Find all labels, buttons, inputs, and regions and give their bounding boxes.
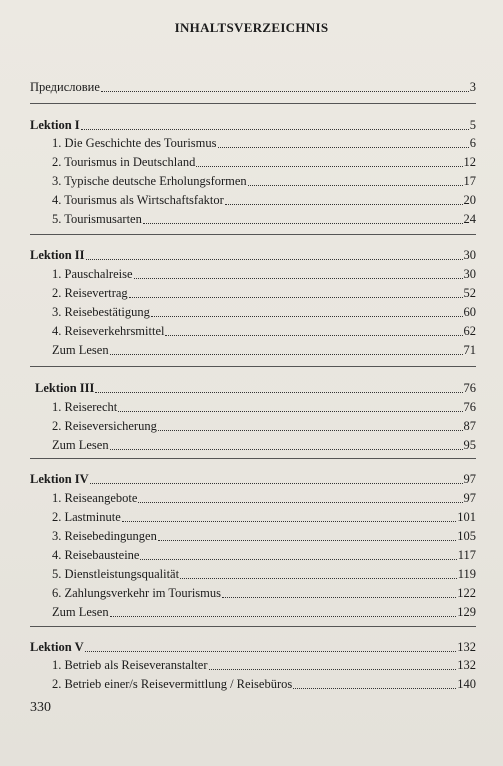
toc-entry-label: Zum Lesen bbox=[52, 438, 109, 452]
toc-entry-page: 62 bbox=[463, 324, 476, 338]
toc-entry bbox=[52, 677, 476, 692]
toc-entry bbox=[52, 438, 476, 453]
toc-entry-label: 2. Lastminute bbox=[52, 510, 121, 524]
toc-entry-page: 52 bbox=[463, 286, 476, 300]
toc-entry bbox=[52, 212, 476, 227]
toc-entry-label: 3. Reisebestätigung bbox=[52, 305, 150, 319]
toc-entry-page: 24 bbox=[463, 212, 476, 226]
lesson-page: 97 bbox=[463, 472, 476, 486]
toc-entry-label: 3. Reisebedingungen bbox=[52, 529, 157, 543]
lesson-page: 132 bbox=[457, 640, 476, 654]
toc-entry-label: 1. Pauschalreise bbox=[52, 267, 133, 281]
dot-leader bbox=[158, 530, 456, 541]
toc-entry-label: Zum Lesen bbox=[52, 605, 109, 619]
toc-entry-label: 4. Reisebausteine bbox=[52, 548, 140, 562]
toc-entry-preface bbox=[30, 80, 476, 95]
dot-leader bbox=[134, 268, 463, 279]
toc-entry-page: 119 bbox=[457, 567, 476, 581]
toc-lesson-heading bbox=[35, 381, 476, 396]
dot-leader bbox=[85, 641, 457, 652]
toc-entry-label: 2. Reiseversicherung bbox=[52, 419, 157, 433]
dot-leader bbox=[110, 606, 457, 617]
separator-line bbox=[30, 234, 476, 235]
toc-entry-page: 12 bbox=[463, 155, 476, 169]
toc-entry-label: 1. Die Geschichte des Tourismus bbox=[52, 136, 217, 150]
toc-entry bbox=[52, 343, 476, 358]
toc-entry bbox=[52, 305, 476, 320]
dot-leader bbox=[165, 325, 462, 336]
toc-entry-label: 5. Tourismusarten bbox=[52, 212, 142, 226]
dot-leader bbox=[248, 175, 463, 186]
toc-entry-page: 6 bbox=[469, 136, 476, 150]
toc-entry bbox=[52, 174, 476, 189]
dot-leader bbox=[101, 81, 469, 92]
dot-leader bbox=[118, 401, 462, 412]
dot-leader bbox=[222, 587, 456, 598]
dot-leader bbox=[293, 678, 456, 689]
dot-leader bbox=[225, 194, 463, 205]
toc-entry-label: 1. Reiseangebote bbox=[52, 491, 138, 505]
toc-entry-page: 140 bbox=[457, 677, 476, 691]
toc-entry bbox=[52, 193, 476, 208]
dot-leader bbox=[90, 473, 463, 484]
dot-leader bbox=[158, 420, 463, 431]
toc-entry bbox=[52, 658, 476, 673]
lesson-label: Lektion II bbox=[30, 248, 85, 262]
toc-entry-page: 101 bbox=[457, 510, 476, 524]
toc-entry-label: 4. Tourismus als Wirtschaftsfaktor bbox=[52, 193, 224, 207]
lesson-label: Lektion I bbox=[30, 118, 80, 132]
toc-entry-page: 97 bbox=[463, 491, 476, 505]
toc-entry-label: 4. Reiseverkehrsmittel bbox=[52, 324, 165, 338]
toc-entry-label: Zum Lesen bbox=[52, 343, 109, 357]
lesson-label: Lektion IV bbox=[30, 472, 89, 486]
separator-line bbox=[30, 626, 476, 627]
toc-entry-page: 17 bbox=[463, 174, 476, 188]
toc-entry bbox=[52, 548, 476, 563]
toc-entry bbox=[52, 586, 476, 601]
toc-entry bbox=[52, 155, 476, 170]
toc-entry-page: 71 bbox=[463, 343, 476, 357]
toc-entry bbox=[52, 136, 476, 151]
toc-entry-page: 122 bbox=[457, 586, 476, 600]
toc-entry-label: 5. Dienstleistungsqualität bbox=[52, 567, 180, 581]
toc-entry-page: 87 bbox=[463, 419, 476, 433]
dot-leader bbox=[86, 249, 463, 260]
toc-entry-page: 95 bbox=[463, 438, 476, 452]
toc-lesson-heading bbox=[30, 118, 476, 133]
dot-leader bbox=[95, 382, 462, 393]
separator-line bbox=[30, 458, 476, 459]
toc-entry-label: 2. Tourismus in Deutschland bbox=[52, 155, 196, 169]
toc-entry-page: 60 bbox=[463, 305, 476, 319]
toc-lesson-heading bbox=[30, 472, 476, 487]
dot-leader bbox=[143, 213, 463, 224]
toc-entry-label: 6. Zahlungsverkehr im Tourismus bbox=[52, 586, 222, 600]
toc-entry bbox=[52, 510, 476, 525]
toc-entry-label: 3. Typische deutsche Erholungsformen bbox=[52, 174, 247, 188]
toc-entry-page: 129 bbox=[457, 605, 476, 619]
lesson-label: Lektion III bbox=[35, 381, 95, 395]
toc-entry bbox=[52, 286, 476, 301]
toc-entry-label: 1. Betrieb als Reiseveranstalter bbox=[52, 658, 208, 672]
toc-entry-page: 117 bbox=[457, 548, 476, 562]
toc-entry-page: 3 bbox=[469, 80, 476, 94]
dot-leader bbox=[218, 137, 469, 148]
dot-leader bbox=[129, 287, 463, 298]
toc-entry bbox=[52, 567, 476, 582]
toc-entry-label: 1. Reiserecht bbox=[52, 400, 118, 414]
toc-entry bbox=[52, 529, 476, 544]
dot-leader bbox=[122, 511, 457, 522]
lesson-label: Lektion V bbox=[30, 640, 84, 654]
toc-entry-page: 76 bbox=[463, 400, 476, 414]
toc-lesson-heading bbox=[30, 640, 476, 655]
toc-entry-page: 20 bbox=[463, 193, 476, 207]
dot-leader bbox=[151, 306, 463, 317]
toc-entry-label: 2. Reisevertrag bbox=[52, 286, 128, 300]
toc-lesson-heading bbox=[30, 248, 476, 263]
toc-entry-label: 2. Betrieb einer/s Reisevermittlung / Reisebüros bbox=[52, 677, 293, 691]
dot-leader bbox=[110, 439, 463, 450]
dot-leader bbox=[209, 659, 457, 670]
toc-entry bbox=[52, 324, 476, 339]
toc-entry-page: 105 bbox=[457, 529, 476, 543]
separator-line bbox=[30, 366, 476, 367]
dot-leader bbox=[110, 344, 463, 355]
page-number: 330 bbox=[30, 700, 51, 715]
toc-entry-page: 132 bbox=[457, 658, 476, 672]
page-title: INHALTSVERZEICHNIS bbox=[174, 20, 329, 35]
toc-entry bbox=[52, 400, 476, 415]
toc-entry bbox=[52, 267, 476, 282]
dot-leader bbox=[138, 492, 462, 503]
lesson-page: 5 bbox=[469, 118, 476, 132]
toc-entry bbox=[52, 491, 476, 506]
dot-leader bbox=[196, 156, 462, 167]
dot-leader bbox=[180, 568, 457, 579]
toc-entry-page: 30 bbox=[463, 267, 476, 281]
toc-entry bbox=[52, 419, 476, 434]
separator-line bbox=[30, 103, 476, 104]
lesson-page: 30 bbox=[463, 248, 476, 262]
toc-entry-label: Предисловие bbox=[30, 80, 100, 94]
dot-leader bbox=[140, 549, 456, 560]
dot-leader bbox=[81, 119, 469, 130]
lesson-page: 76 bbox=[463, 381, 476, 395]
toc-entry bbox=[52, 605, 476, 620]
